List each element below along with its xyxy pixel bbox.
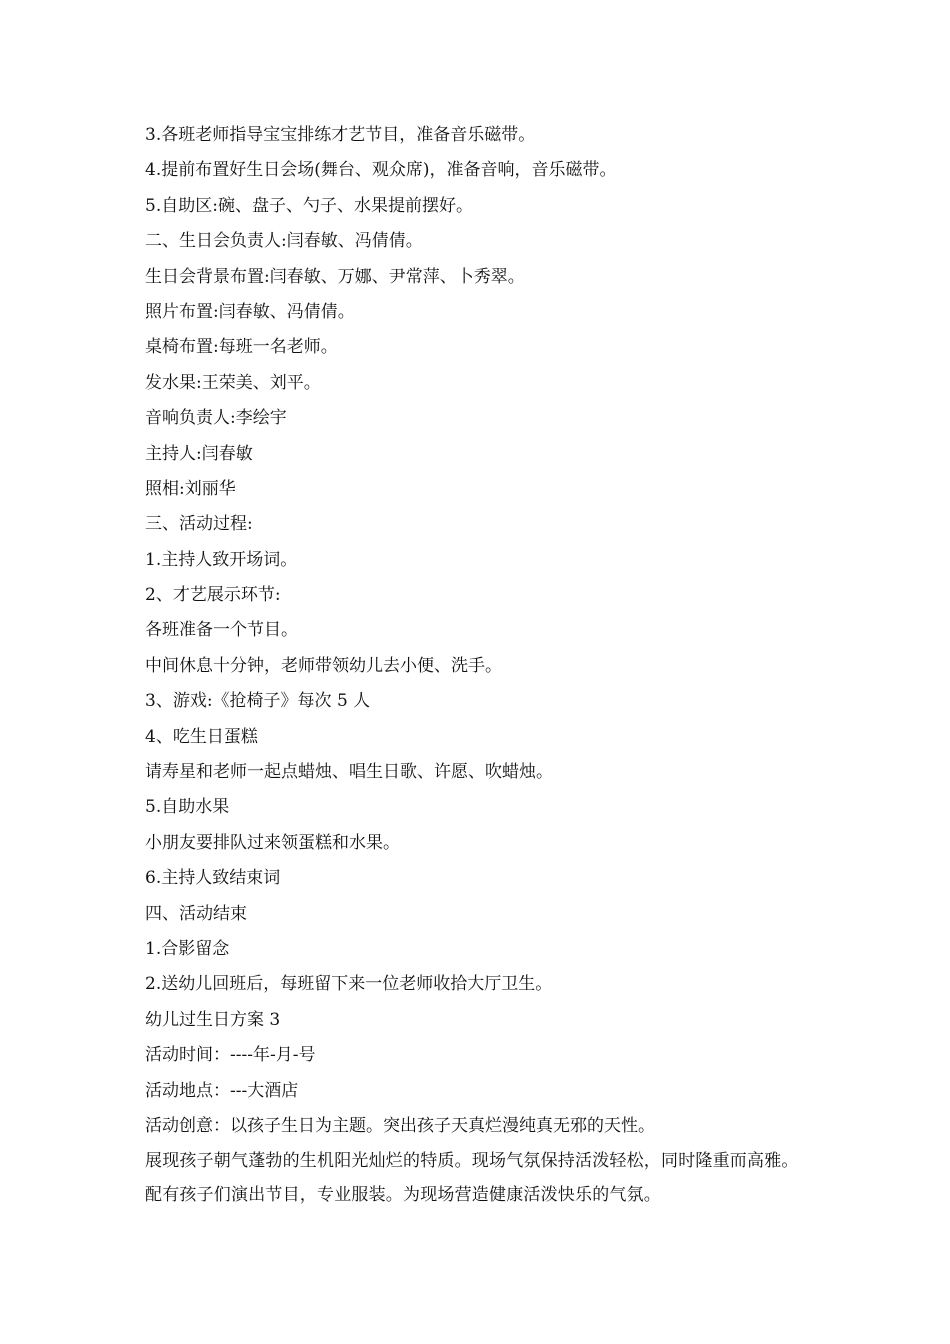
text-line: 1.合影留念: [145, 938, 230, 959]
text-line: 活动创意：以孩子生日为主题。突出孩子天真烂漫纯真无邪的天性。: [145, 1115, 655, 1136]
text-line: 中间休息十分钟，老师带领幼儿去小便、洗手。: [145, 655, 502, 676]
text-line: 请寿星和老师一起点蜡烛、唱生日歌、许愿、吹蜡烛。: [145, 762, 553, 783]
text-line: 桌椅布置:每班一名老师。: [145, 337, 338, 358]
document-body: [145, 118, 810, 1212]
text-line: 照片布置:闫春敏、冯倩倩。: [145, 301, 355, 322]
text-line: 2.送幼儿回班后，每班留下来一位老师收拾大厅卫生。: [145, 974, 553, 995]
text-line: 2、才艺展示环节:: [145, 585, 281, 606]
text-line: 4、吃生日蛋糕: [145, 726, 258, 747]
section-heading: 三、活动过程:: [145, 514, 253, 535]
text-paragraph: 展现孩子朝气蓬勃的生机阳光灿烂的特质。现场气氛保持活泼轻松，同时隆重而高雅。配有孩子们演出节目，专业服装。为现场营造健康活泼快乐的气氛。: [145, 1151, 799, 1206]
text-line: 主持人:闫春敏: [145, 443, 253, 464]
text-line: 3.各班老师指导宝宝排练才艺节目，准备音乐磁带。: [145, 125, 536, 145]
text-line: 4.提前布置好生日会场(舞台、观众席)，准备音响，音乐磁带。: [145, 160, 617, 181]
text-line: 3、游戏:《抢椅子》每次 5 人: [145, 691, 371, 712]
text-line: 1.主持人致开场词。: [145, 549, 298, 570]
text-line: 照相:刘丽华: [145, 478, 236, 499]
section-heading: 四、活动结束: [145, 903, 247, 924]
section-heading: 二、生日会负责人:闫春敏、冯倩倩。: [145, 231, 423, 252]
text-line: 生日会背景布置:闫春敏、万娜、尹常萍、卜秀翠。: [145, 266, 525, 287]
text-line: 音响负责人:李绘宇: [145, 408, 287, 429]
text-line: 活动地点：---大酒店: [145, 1080, 299, 1101]
text-line: 各班准备一个节目。: [145, 620, 298, 641]
text-line: 小朋友要排队过来领蛋糕和水果。: [145, 832, 400, 853]
text-line: 5.自助区:碗、盘子、勺子、水果提前摆好。: [145, 195, 473, 216]
text-line: 6.主持人致结束词: [145, 868, 281, 889]
document-subtitle: 幼儿过生日方案 3: [145, 1009, 281, 1030]
text-line: 发水果:王荣美、刘平。: [145, 372, 321, 393]
text-line: 5.自助水果: [145, 797, 230, 818]
text-line: 活动时间：----年-月-号: [145, 1045, 316, 1066]
